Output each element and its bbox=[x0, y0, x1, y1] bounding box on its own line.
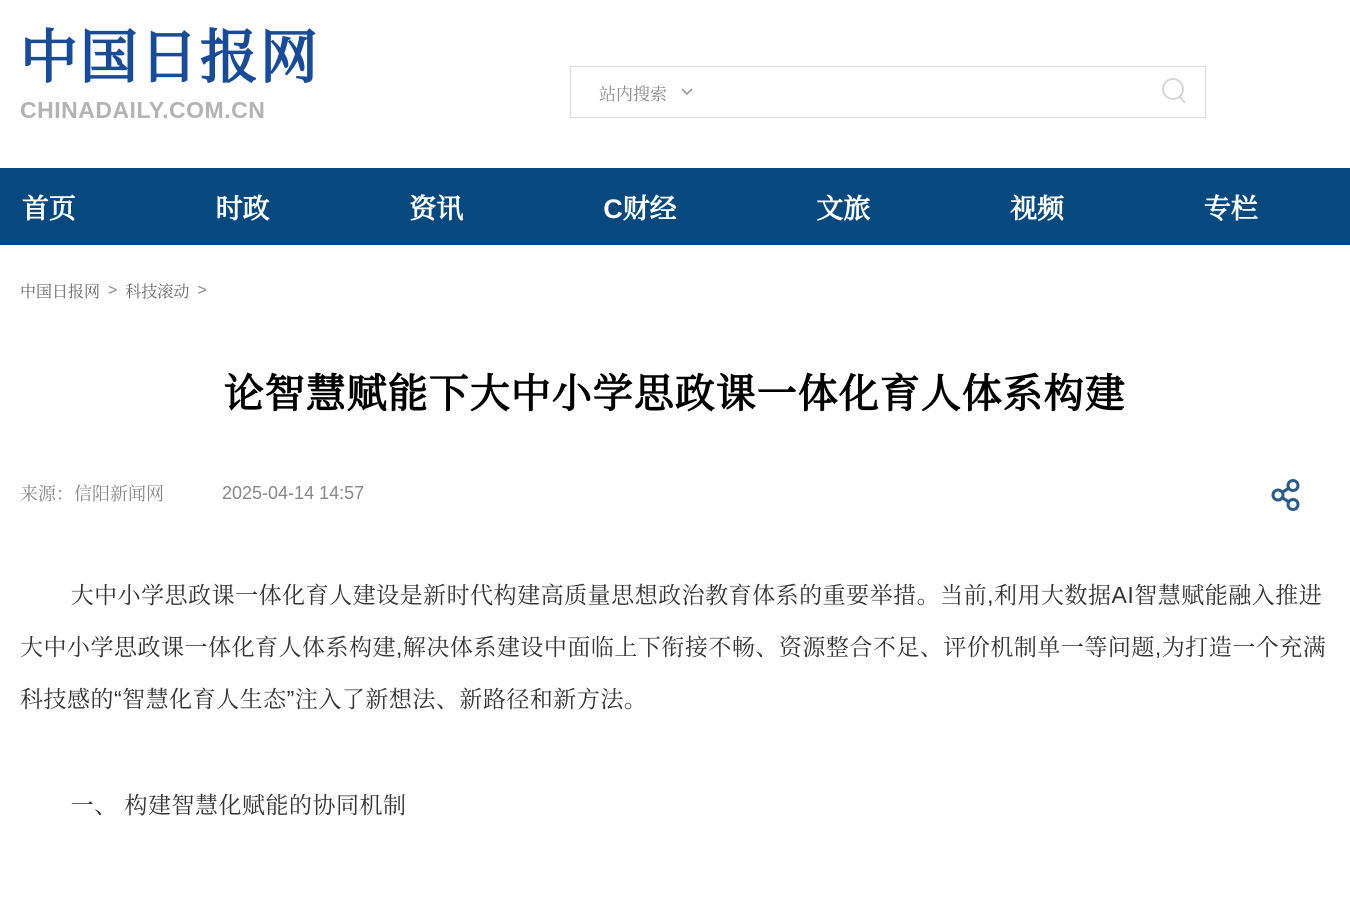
breadcrumb-separator: > bbox=[197, 281, 207, 299]
article-title: 论智慧赋能下大中小学思政课一体化育人体系构建 bbox=[224, 372, 1126, 416]
search-scope-dropdown[interactable] bbox=[571, 80, 693, 105]
nav-item-column[interactable]: 专栏 bbox=[1204, 194, 1258, 224]
source-name: 信阳新闻网 bbox=[74, 484, 164, 504]
chevron-down-icon bbox=[681, 88, 693, 96]
breadcrumb bbox=[20, 279, 1330, 302]
article-datetime: 2025-04-14 14:57 bbox=[222, 482, 365, 503]
nav-item-culture-travel[interactable]: 文旅 bbox=[816, 194, 871, 224]
main-navbar bbox=[0, 168, 1350, 245]
share-button[interactable] bbox=[1265, 475, 1305, 515]
nav-item-finance[interactable]: C财经 bbox=[603, 194, 677, 224]
search-input[interactable] bbox=[693, 67, 1145, 117]
article-source bbox=[20, 480, 164, 506]
breadcrumb-home-link[interactable]: 中国日报网 bbox=[20, 284, 101, 301]
nav-item-video[interactable]: 视频 bbox=[1010, 194, 1065, 224]
article-meta bbox=[20, 475, 1330, 511]
site-logo[interactable] bbox=[20, 20, 320, 124]
search-button[interactable] bbox=[1145, 67, 1205, 117]
share-icon bbox=[1266, 476, 1304, 514]
logo-domain-text: CHINADAILY.COM.CN bbox=[20, 97, 266, 124]
breadcrumb-separator: > bbox=[108, 281, 118, 299]
site-header bbox=[0, 0, 1350, 168]
logo-chinese-text: 中国日报网 bbox=[20, 23, 321, 91]
search-icon bbox=[1158, 75, 1192, 109]
nav-item-home[interactable]: 首页 bbox=[22, 194, 76, 224]
nav-item-politics[interactable]: 时政 bbox=[215, 194, 270, 224]
source-prefix: 来源： bbox=[20, 484, 74, 504]
article-paragraph: 大中小学思政课一体化育人建设是新时代构建高质量思想政治教育体系的重要举措。当前,利用大数据AI智慧赋能融入推进大中小学思政课一体化育人体系构建,解决体系建设中面临上下衔接不畅、资源整合不足、评价机制单一等问题,为打造一个充满科技感的“智慧化育人生态”注入了新想法、新路径和新方法。 bbox=[20, 582, 1327, 712]
breadcrumb-section-link[interactable]: 科技滚动 bbox=[125, 284, 190, 301]
nav-item-news[interactable]: 资讯 bbox=[409, 194, 464, 224]
search-scope-label: 站内搜索 bbox=[599, 84, 667, 104]
article-section-heading: 一、 构建智慧化赋能的协同机制 bbox=[70, 792, 407, 818]
search-box bbox=[570, 66, 1206, 118]
